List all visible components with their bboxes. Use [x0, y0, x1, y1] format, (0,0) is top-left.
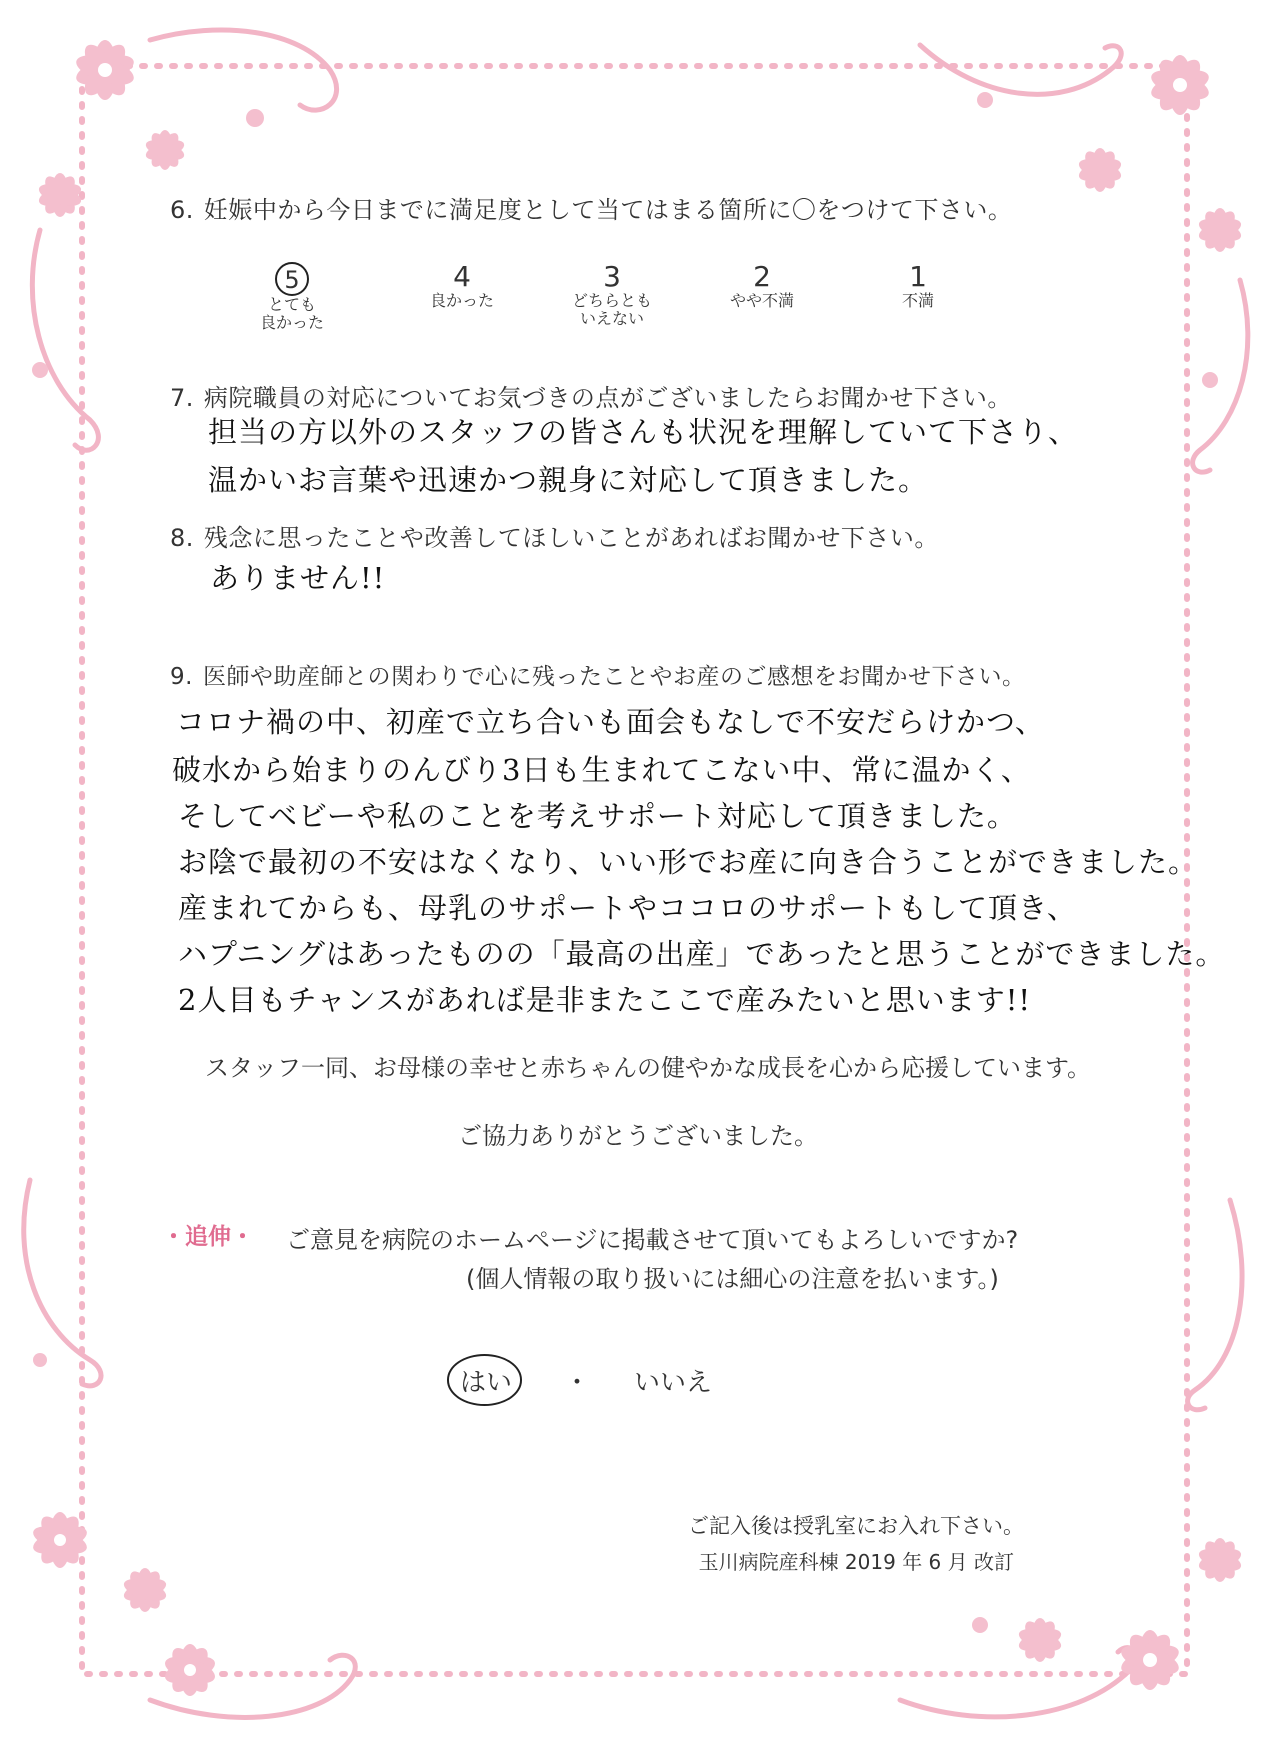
q6-option-2-label: やや不満 [729, 291, 794, 310]
q8-question [170, 518, 939, 553]
thank-you-message: ご協力ありがとうございました。 [458, 1122, 818, 1150]
q9-answer-line-6: ハプニングはあったものの「最高の出産」であったと思うことができました。 [178, 937, 1226, 971]
option-separator: ・ [564, 1368, 591, 1398]
q6-option-4[interactable] [392, 262, 532, 310]
q9-answer-line-2: 破水から始まりのんびり3日も生まれてこない中、常に温かく、 [172, 753, 1031, 787]
q7-answer-line-2: 温かいお言葉や迅速かつ親身に対応して頂きました。 [208, 463, 929, 497]
q6-option-5-label-2: 良かった [259, 313, 324, 332]
q9-answer-line-3: そしてベビーや私のことを考えサポート対応して頂きました。 [178, 799, 1017, 833]
q9-answer-line-1: コロナ禍の中、初産で立ち合いも面会もなしで不安だらけかつ、 [176, 705, 1045, 739]
yes-option[interactable]: はい [460, 1368, 513, 1398]
q6-option-3-value: 3 [603, 260, 621, 293]
closing-message: スタッフ一同、お母様の幸せと赤ちゃんの健やかな成長を心から応援しています。 [204, 1054, 1092, 1082]
q6-option-1-value: 1 [909, 260, 927, 293]
q6-option-2[interactable] [692, 262, 832, 310]
footer-revision: 玉川病院産科棟 2019 年 6 月 改訂 [698, 1550, 1014, 1574]
postscript-question: ご意見を病院のホームページに掲載させて頂いてもよろしいですか? [286, 1226, 1019, 1254]
q7-number: 7. [170, 384, 194, 412]
q9-answer-line-7: 2人目もチャンスがあれば是非またここで産みたいと思います!! [178, 983, 1032, 1017]
q7-question [170, 378, 1012, 413]
q8-number: 8. [170, 524, 194, 552]
q6-number: 6. [170, 196, 194, 224]
q9-text: 医師や助産師との関わりで心に残ったことやお産のご感想をお聞かせ下さい。 [202, 664, 1026, 690]
footer-instruction: ご記入後は授乳室にお入れ下さい。 [688, 1514, 1024, 1538]
q6-option-2-value: 2 [753, 260, 771, 293]
q6-option-3[interactable] [542, 262, 682, 328]
q6-option-3-label: どちらとも [571, 291, 652, 310]
q6-option-5-value: 5 [275, 262, 309, 296]
q9-question [170, 658, 1025, 691]
q7-text: 病院職員の対応についてお気づきの点がございましたらお聞かせ下さい。 [203, 384, 1012, 412]
postscript-note: (個人情報の取り扱いには細心の注意を払います。) [466, 1265, 999, 1293]
q9-number: 9. [170, 664, 193, 690]
q6-option-4-label: 良かった [429, 291, 494, 310]
postscript-label: ・追伸・ [162, 1224, 254, 1250]
q6-question [170, 190, 1012, 225]
q6-option-5-label: とても [267, 295, 316, 314]
q6-option-1[interactable] [848, 262, 988, 310]
q6-text: 妊娠中から今日までに満足度として当てはまる箇所に〇をつけて下さい。 [203, 196, 1013, 224]
q6-option-5[interactable] [222, 262, 362, 332]
q9-answer-line-4: お陰で最初の不安はなくなり、いい形でお産に向き合うことができました。 [178, 845, 1199, 879]
q9-answer-line-5: 産まれてからも、母乳のサポートやココロのサポートもして頂き、 [178, 891, 1077, 925]
no-option[interactable]: いいえ [634, 1368, 713, 1398]
q7-answer-line-1: 担当の方以外のスタッフの皆さんも状況を理解していて下さり、 [208, 415, 1079, 449]
q8-answer: ありません!! [210, 561, 386, 595]
q8-text: 残念に思ったことや改善してほしいことがあればお聞かせ下さい。 [203, 524, 939, 552]
q6-option-1-label: 不満 [901, 291, 934, 310]
q6-option-3-label-2: いえない [579, 309, 644, 328]
q6-option-4-value: 4 [453, 260, 471, 293]
